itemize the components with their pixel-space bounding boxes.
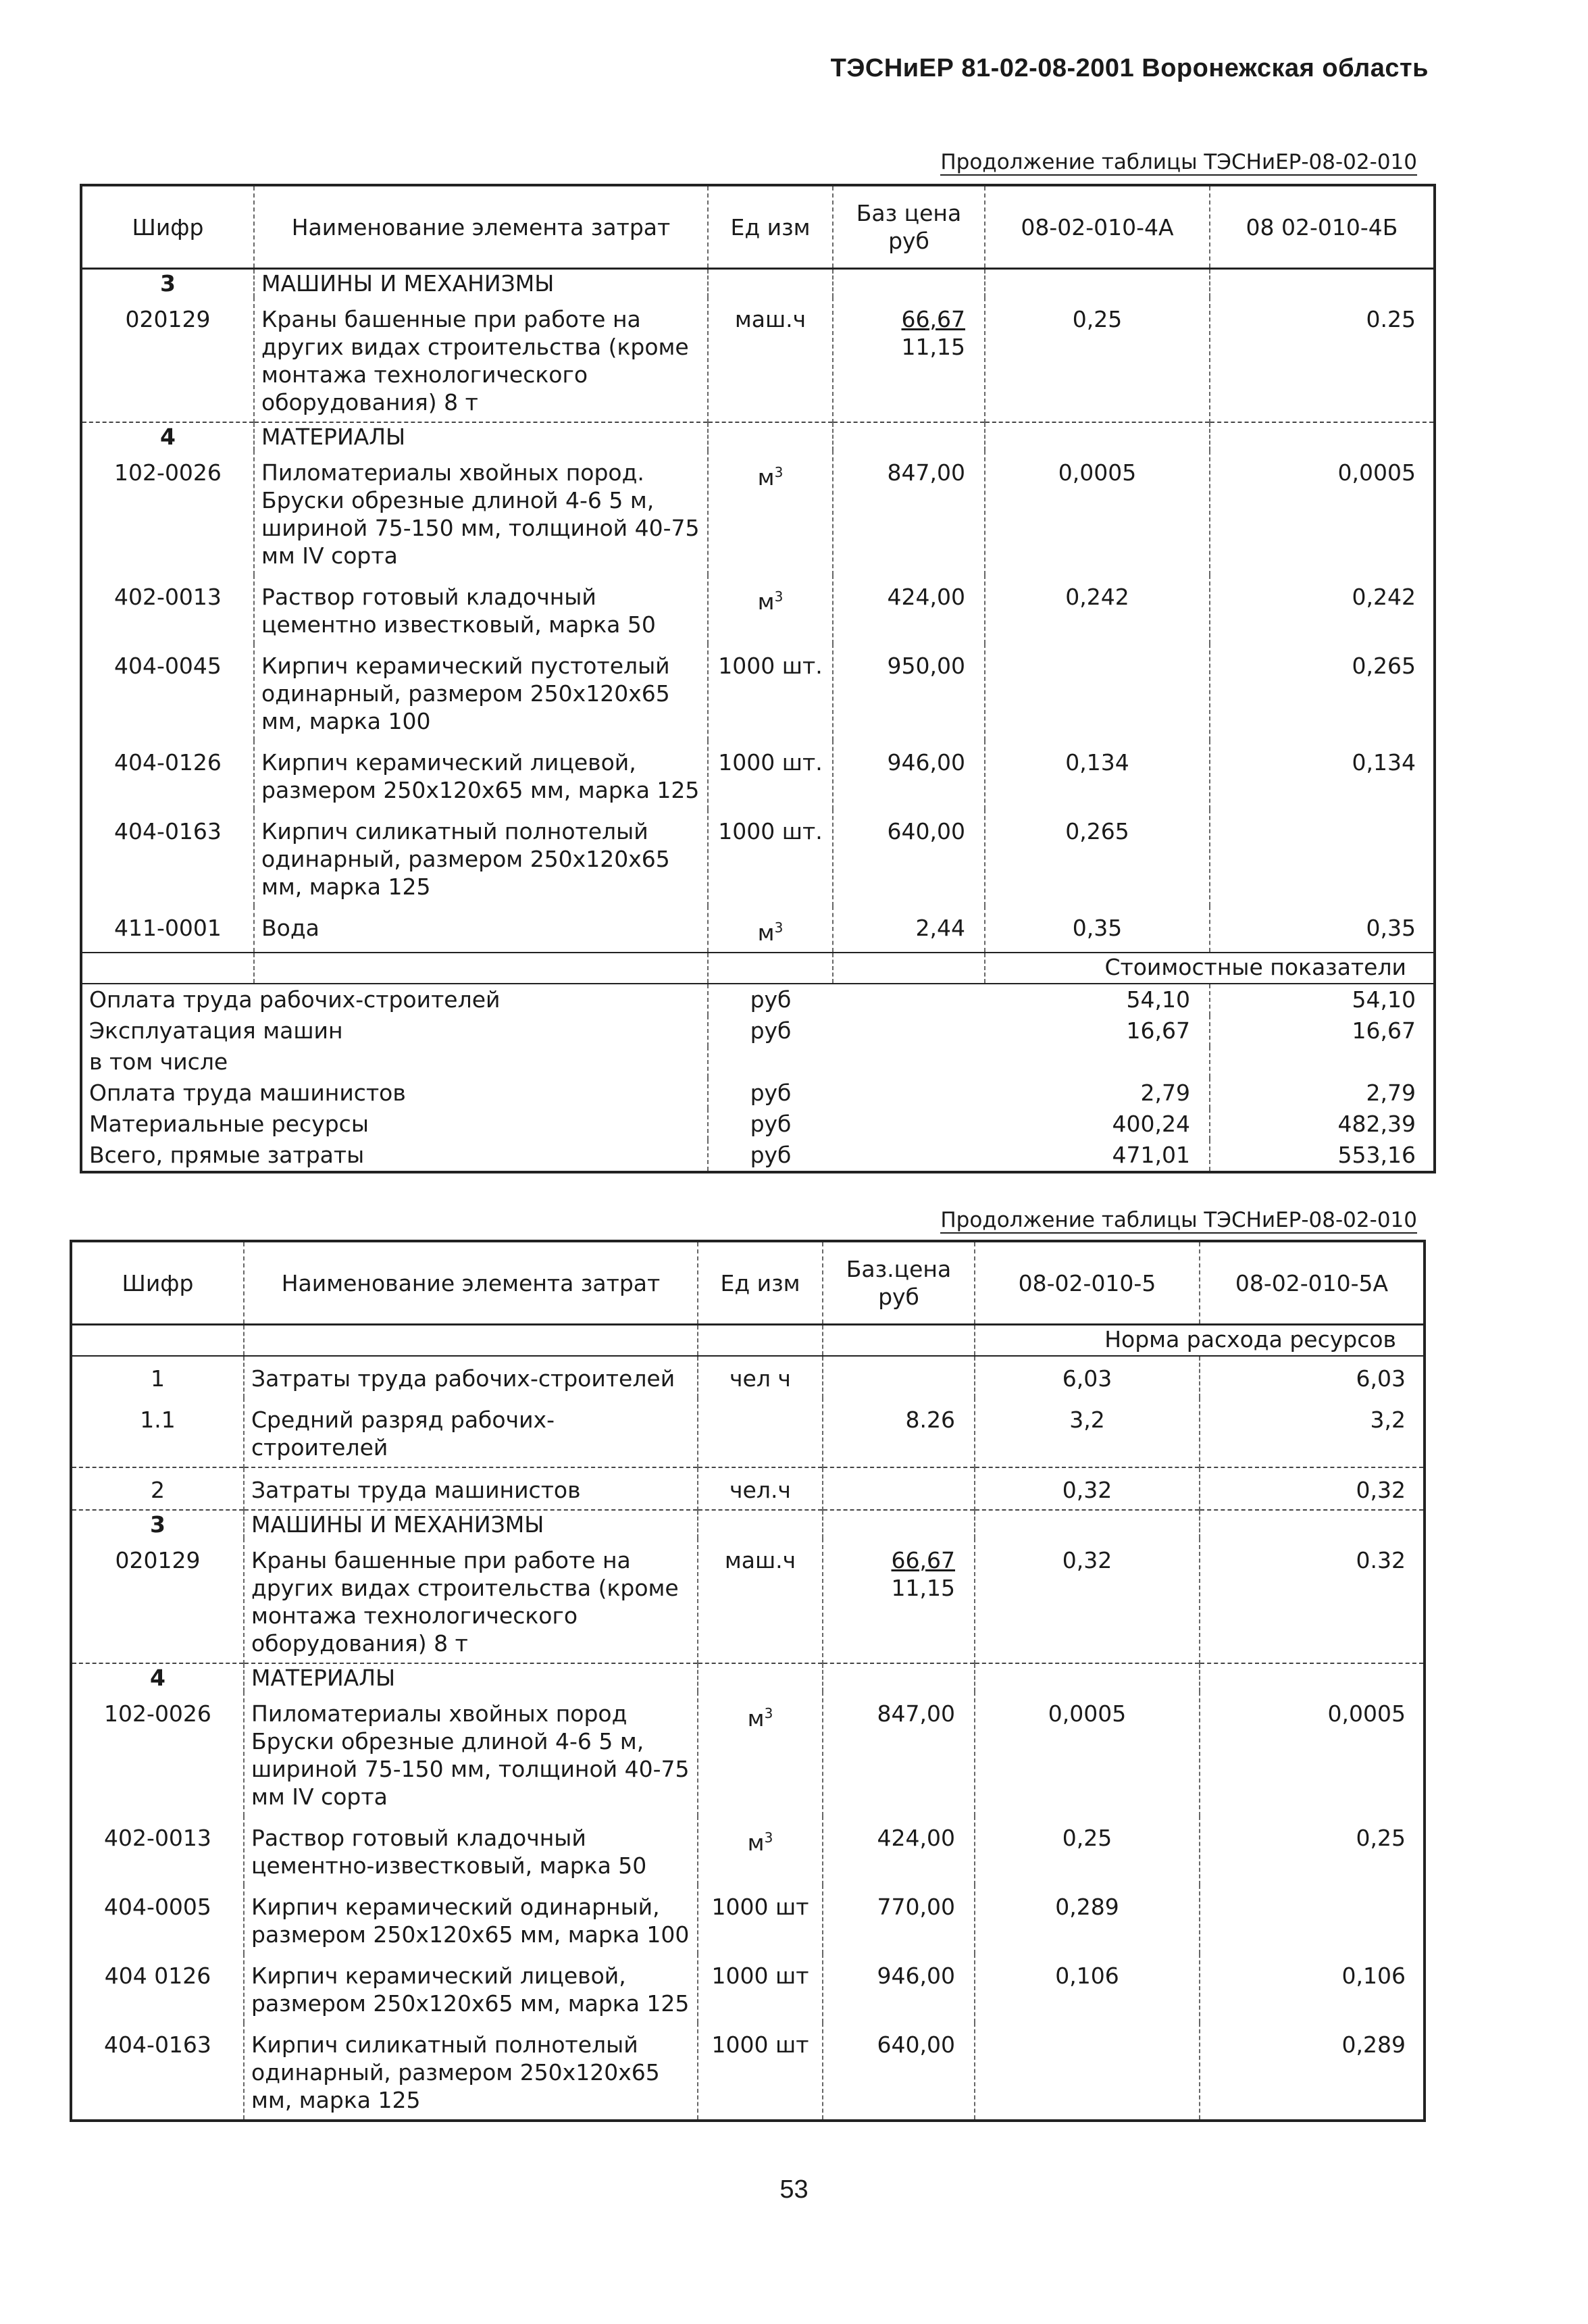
empty-cell: [975, 1663, 1200, 1692]
empty-cell: [81, 953, 254, 984]
section-header-row: [71, 1510, 1425, 1538]
resource-name: Кирпич керамический лицевой, размером 250х120х65 мм, марка 125: [254, 740, 708, 809]
resource-code: 404-0163: [114, 818, 222, 844]
empty-cell: [833, 1078, 985, 1109]
price-value: 424,00: [887, 584, 965, 610]
resource-table-2: [70, 1240, 1426, 2122]
norm-value-1: 0,0005: [975, 1692, 1200, 1816]
norm-value-2: 0,289: [1200, 2023, 1425, 2121]
unit-cell: [708, 809, 833, 906]
unit-text: 1000 шт: [711, 2031, 809, 2058]
resource-row: [71, 1692, 1425, 1816]
empty-cell: [1200, 1510, 1425, 1538]
section-number: 4: [81, 422, 254, 451]
empty-cell: [698, 1663, 823, 1692]
norm-value-1: 0,106: [975, 1954, 1200, 2023]
page-number: 53: [779, 2175, 809, 2204]
norm-value-2: 0.25: [1210, 297, 1435, 422]
price-cell: [823, 1885, 975, 1954]
empty-cell: [698, 1325, 823, 1357]
unit-text: маш.ч: [734, 306, 806, 332]
empty-cell: [833, 984, 985, 1015]
resource-code: 411-0001: [114, 915, 222, 941]
unit-text: 1000 шт: [711, 1894, 809, 1920]
unit-text: м: [757, 464, 775, 490]
totals-row: [81, 984, 1435, 1015]
norm-value-2: 3,2: [1200, 1398, 1425, 1467]
section-header-row: [81, 422, 1435, 451]
col-price-header: Баз цена руб: [833, 185, 985, 269]
empty-cell: [823, 1663, 975, 1692]
totals-label: Всего, прямые затраты: [89, 1142, 365, 1168]
resource-name: Раствор готовый кладочный цементно известковый, марка 50: [254, 575, 708, 644]
totals-row: [81, 1140, 1435, 1172]
empty-cell: [985, 269, 1210, 298]
resource-name: Кирпич силикатный полнотелый одинарный, размером 250х120х65 мм, марка 125: [244, 2023, 698, 2121]
col-unit-header: Ед изм: [708, 185, 833, 269]
totals-unit: руб: [708, 1015, 833, 1046]
section-title: МАШИНЫ И МЕХАНИЗМЫ: [244, 1510, 698, 1538]
resource-code: 404-0045: [114, 653, 222, 679]
totals-value-1: [985, 1046, 1210, 1078]
totals-value-1: 16,67: [1126, 1017, 1190, 1044]
price-value: 640,00: [877, 2031, 955, 2058]
resource-code: 404-0005: [104, 1894, 211, 1920]
resource-row: [71, 2023, 1425, 2121]
norm-value-2: 0,35: [1210, 906, 1435, 953]
section-number: 4: [71, 1663, 244, 1692]
section-title: МАТЕРИАЛЫ: [244, 1663, 698, 1692]
empty-cell: [708, 953, 833, 984]
empty-cell: [1210, 422, 1435, 451]
document-header: ТЭСНиЕР 81-02-08-2001 Воронежская область: [830, 54, 1429, 82]
empty-cell: [833, 422, 985, 451]
price-value: 66,67: [891, 1547, 955, 1573]
price-cell: [833, 906, 985, 953]
resource-row: [81, 906, 1435, 953]
price-cell: [833, 644, 985, 740]
totals-row: [81, 1046, 1435, 1078]
norm-value-2: 0,106: [1200, 1954, 1425, 2023]
price-cell: [833, 575, 985, 644]
resource-code: 402-0013: [104, 1825, 211, 1851]
section-header-row: [81, 269, 1435, 298]
price-cell: [833, 297, 985, 422]
unit-text: 1000 шт.: [718, 653, 823, 679]
col-price-header: Баз.цена руб: [823, 1241, 975, 1325]
price-cell: [823, 1692, 975, 1816]
machinist-wage-value: 11,15: [891, 1575, 955, 1601]
col-5a-header: 08-02-010-5А: [1200, 1241, 1425, 1325]
unit-text: м: [757, 919, 775, 946]
unit-cell: [708, 297, 833, 422]
resource-row: [81, 575, 1435, 644]
empty-cell: [708, 269, 833, 298]
unit-cell: [708, 740, 833, 809]
empty-cell: [698, 1510, 823, 1538]
empty-cell: [823, 1510, 975, 1538]
resource-code: 402-0013: [114, 584, 222, 610]
empty-cell: [254, 953, 708, 984]
unit-cell: [698, 1538, 823, 1663]
section-title: МАТЕРИАЛЫ: [254, 422, 708, 451]
resource-row: [71, 1885, 1425, 1954]
col-name-header: Наименование элемента затрат: [244, 1241, 698, 1325]
unit-cell: [698, 1692, 823, 1816]
totals-label: Эксплуатация машин: [89, 1017, 343, 1044]
totals-label: Оплата труда машинистов: [89, 1080, 406, 1106]
resource-norm-band: [71, 1325, 1425, 1357]
totals-unit: руб: [708, 1140, 833, 1172]
price-value: 770,00: [877, 1894, 955, 1920]
norm-value-1: 0,289: [975, 1885, 1200, 1954]
labor-price: [823, 1356, 975, 1398]
band-label: Стоимостные показатели: [985, 953, 1435, 984]
price-cell: [823, 1954, 975, 2023]
labor-price: [823, 1467, 975, 1510]
totals-label: Материальные ресурсы: [89, 1111, 369, 1137]
norm-value-1: [985, 644, 1210, 740]
norm-value-2: 0.32: [1200, 1538, 1425, 1663]
price-value: 946,00: [887, 749, 965, 776]
price-value: 847,00: [887, 459, 965, 486]
norm-value-1: 6,03: [975, 1356, 1200, 1398]
price-value: 847,00: [877, 1700, 955, 1727]
band-label: Норма расхода ресурсов: [975, 1325, 1425, 1357]
resource-name: Вода: [254, 906, 708, 953]
resource-code: 020129: [115, 1547, 201, 1573]
resource-row: [81, 740, 1435, 809]
resource-code: 102-0026: [104, 1700, 211, 1727]
unit-superscript: 3: [774, 464, 784, 480]
norm-value-1: 0,0005: [985, 451, 1210, 575]
resource-name: Краны башенные при работе на других видах строительства (кроме монтажа технологического оборудования) 8 т: [254, 297, 708, 422]
empty-cell: [1210, 269, 1435, 298]
unit-text: 1000 шт.: [718, 818, 823, 844]
totals-unit: руб: [708, 1078, 833, 1109]
empty-cell: [823, 1325, 975, 1357]
labor-code: 1.1: [140, 1407, 176, 1433]
resource-row: [71, 1816, 1425, 1885]
col-unit-header: Ед изм: [698, 1241, 823, 1325]
labor-name: Затраты труда рабочих-строителей: [244, 1356, 698, 1398]
norm-value-2: 0,242: [1210, 575, 1435, 644]
norm-value-1: 0,32: [975, 1538, 1200, 1663]
totals-unit: руб: [708, 1109, 833, 1140]
norm-value-2: 6,03: [1200, 1356, 1425, 1398]
resource-name: Кирпич керамический одинарный, размером 250х120х65 мм, марка 100: [244, 1885, 698, 1954]
totals-value-2: 553,16: [1210, 1140, 1435, 1172]
price-value: 946,00: [877, 1963, 955, 1989]
labor-unit: [698, 1398, 823, 1467]
resource-code: 020129: [125, 306, 211, 332]
resource-row: [71, 1538, 1425, 1663]
resource-name: Пиломатериалы хвойных пород. Бруски обрезные длиной 4-6 5 м, шириной 75-150 мм, толщиной 40-75 мм IV сорта: [254, 451, 708, 575]
norm-value-2: 0,0005: [1200, 1692, 1425, 1816]
totals-value-1: 2,79: [1140, 1080, 1190, 1106]
resource-name: Кирпич силикатный полнотелый одинарный, размером 250х120х65 мм, марка 125: [254, 809, 708, 906]
unit-text: м: [747, 1829, 765, 1856]
cost-indicators-band: [81, 953, 1435, 984]
labor-price: 8.26: [823, 1398, 975, 1467]
unit-cell: [708, 644, 833, 740]
empty-cell: [833, 953, 985, 984]
section-number: 3: [160, 270, 176, 297]
totals-row: [81, 1078, 1435, 1109]
labor-name: Затраты труда машинистов: [244, 1467, 698, 1510]
resource-name: Раствор готовый кладочный цементно-известковый, марка 50: [244, 1816, 698, 1885]
empty-cell: [833, 269, 985, 298]
norm-value-1: 0,134: [985, 740, 1210, 809]
table-header-row: [71, 1241, 1425, 1325]
labor-name: Средний разряд рабочих-строителей: [244, 1398, 698, 1467]
totals-row: [81, 1109, 1435, 1140]
unit-text: 1000 шт.: [718, 749, 823, 776]
labor-unit: чел ч: [698, 1356, 823, 1398]
resource-name: Кирпич керамический лицевой, размером 250х120х65 мм, марка 125: [244, 1954, 698, 2023]
norm-value-1: 0,25: [975, 1816, 1200, 1885]
section-header-row: [71, 1663, 1425, 1692]
unit-cell: [698, 1816, 823, 1885]
price-cell: [823, 2023, 975, 2121]
norm-value-1: 0,242: [985, 575, 1210, 644]
table2-continuation: Продолжение таблицы ТЭСНиЕР-08-02-010: [940, 1208, 1417, 1232]
section-title: МАШИНЫ И МЕХАНИЗМЫ: [254, 269, 708, 298]
empty-cell: [71, 1325, 244, 1357]
unit-text: маш.ч: [724, 1547, 796, 1573]
price-cell: [833, 451, 985, 575]
resource-name: Краны башенные при работе на других видах строительства (кроме монтажа технологического оборудования) 8 т: [244, 1538, 698, 1663]
norm-value-1: [975, 2023, 1200, 2121]
resource-row: [81, 809, 1435, 906]
empty-cell: [833, 1140, 985, 1172]
section-number: 3: [71, 1510, 244, 1538]
resource-code: 102-0026: [114, 459, 222, 486]
machinist-wage-value: 11,15: [901, 334, 965, 360]
empty-cell: [833, 1015, 985, 1046]
labor-code: 2: [71, 1467, 244, 1510]
col-code-header: Шифр: [81, 185, 254, 269]
totals-value-1: 471,01: [1112, 1142, 1190, 1168]
empty-cell: [985, 422, 1210, 451]
resource-table-1: [80, 184, 1436, 1173]
totals-row: [81, 1015, 1435, 1046]
price-value: 950,00: [887, 653, 965, 679]
empty-cell: [244, 1325, 698, 1357]
norm-value-2: 0,134: [1210, 740, 1435, 809]
price-value: 640,00: [887, 818, 965, 844]
norm-value-2: 0,265: [1210, 644, 1435, 740]
unit-cell: [708, 906, 833, 953]
norm-value-2: 0,25: [1200, 1816, 1425, 1885]
norm-value-2: [1210, 809, 1435, 906]
norm-value-2: 0,0005: [1210, 451, 1435, 575]
unit-text: м: [747, 1705, 765, 1732]
norm-value-1: 0,32: [975, 1467, 1200, 1510]
norm-value-1: 0,35: [985, 906, 1210, 953]
unit-text: 1000 шт: [711, 1963, 809, 1989]
unit-cell: [698, 1954, 823, 2023]
unit-text: м: [757, 588, 775, 615]
resource-row: [81, 644, 1435, 740]
price-value: 424,00: [877, 1825, 955, 1851]
totals-value-1: 54,10: [1126, 986, 1190, 1013]
unit-cell: [708, 575, 833, 644]
labor-unit: чел.ч: [698, 1467, 823, 1510]
totals-unit: руб: [708, 984, 833, 1015]
norm-value-2: 0,32: [1200, 1467, 1425, 1510]
labor-row: [71, 1467, 1425, 1510]
unit-superscript: 3: [764, 1829, 773, 1846]
price-cell: [823, 1816, 975, 1885]
totals-label: Оплата труда рабочих-строителей: [89, 986, 501, 1013]
totals-value-2: 16,67: [1210, 1015, 1435, 1046]
resource-row: [81, 297, 1435, 422]
norm-value-1: 3,2: [975, 1398, 1200, 1467]
price-cell: [833, 740, 985, 809]
col-5-header: 08-02-010-5: [975, 1241, 1200, 1325]
col-code-header: Шифр: [71, 1241, 244, 1325]
unit-superscript: 3: [774, 588, 784, 605]
empty-cell: [975, 1510, 1200, 1538]
table1-continuation: Продолжение таблицы ТЭСНиЕР-08-02-010: [940, 150, 1417, 174]
unit-cell: [698, 1885, 823, 1954]
price-cell: [823, 1538, 975, 1663]
resource-name: Пиломатериалы хвойных пород Бруски обрезные длиной 4-6 5 м, шириной 75-150 мм, толщиной 40-75 мм IV сорта: [244, 1692, 698, 1816]
resource-row: [81, 451, 1435, 575]
labor-row: [71, 1398, 1425, 1467]
empty-cell: [833, 1046, 985, 1078]
resource-code: 404-0126: [114, 749, 222, 776]
resource-row: [71, 1954, 1425, 2023]
col-4b-header: 08 02-010-4Б: [1210, 185, 1435, 269]
unit-superscript: 3: [774, 919, 784, 936]
col-4a-header: 08-02-010-4А: [985, 185, 1210, 269]
totals-value-2: 482,39: [1210, 1109, 1435, 1140]
resource-code: 404-0163: [104, 2031, 211, 2058]
totals-value-2: 54,10: [1210, 984, 1435, 1015]
norm-value-1: 0,265: [985, 809, 1210, 906]
price-cell: [833, 809, 985, 906]
totals-value-2: 2,79: [1210, 1078, 1435, 1109]
totals-label: в том числе: [89, 1049, 228, 1075]
labor-row: [71, 1356, 1425, 1398]
unit-cell: [698, 2023, 823, 2121]
totals-unit: [708, 1046, 833, 1078]
table-header-row: [81, 185, 1435, 269]
norm-value-2: [1200, 1885, 1425, 1954]
unit-cell: [708, 451, 833, 575]
col-name-header: Наименование элемента затрат: [254, 185, 708, 269]
empty-cell: [833, 1109, 985, 1140]
labor-code: 1: [151, 1365, 165, 1392]
price-value: 66,67: [901, 306, 965, 332]
resource-name: Кирпич керамический пустотелый одинарный, размером 250х120х65 мм, марка 100: [254, 644, 708, 740]
norm-value-1: 0,25: [985, 297, 1210, 422]
totals-value-1: 400,24: [1112, 1111, 1190, 1137]
empty-cell: [708, 422, 833, 451]
unit-superscript: 3: [764, 1705, 773, 1721]
empty-cell: [1200, 1663, 1425, 1692]
price-value: 2,44: [915, 915, 965, 941]
resource-code: 404 0126: [104, 1963, 211, 1989]
totals-value-2: [1210, 1046, 1435, 1078]
